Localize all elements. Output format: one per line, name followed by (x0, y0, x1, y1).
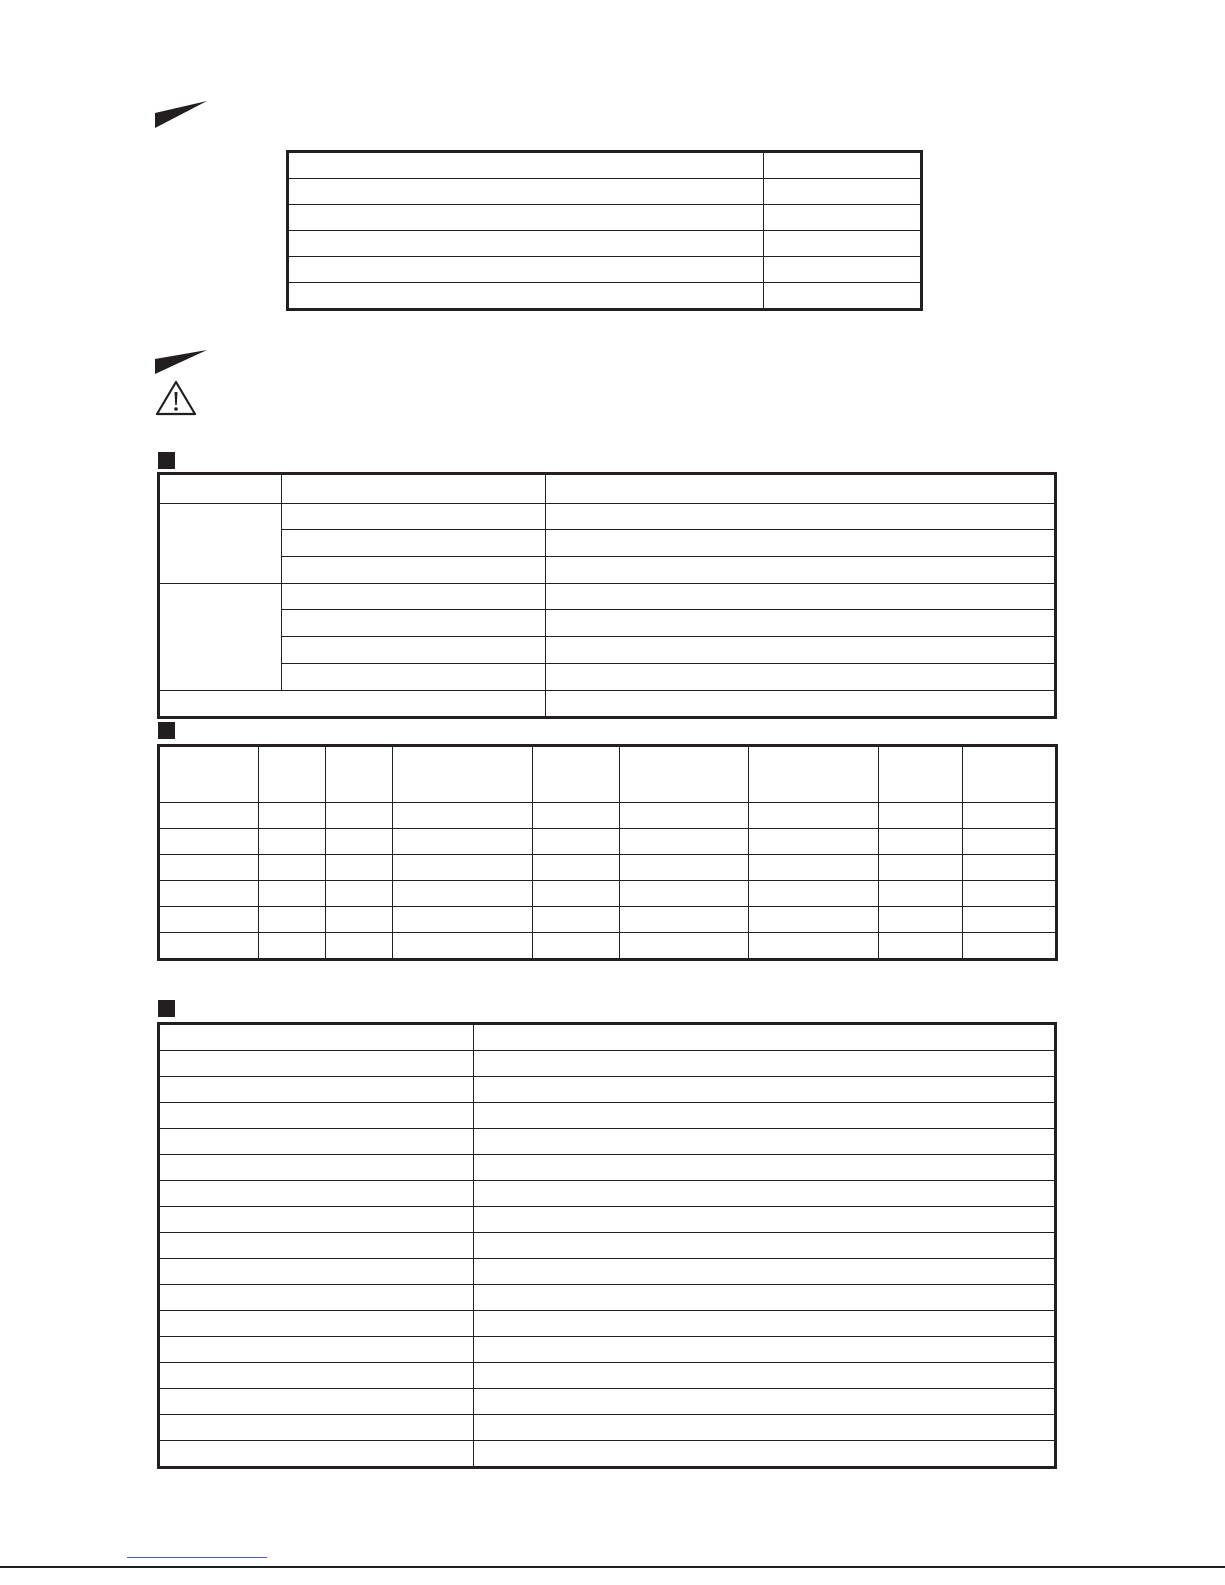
table-cell (533, 829, 620, 855)
table-header-row (160, 747, 1056, 803)
table-row (160, 1389, 1055, 1415)
table-cell (620, 881, 749, 907)
table-cell (963, 803, 1056, 829)
table-cell (963, 855, 1056, 881)
table-cell (160, 1259, 474, 1285)
table-cell (326, 933, 393, 959)
table-three (159, 746, 1056, 959)
table-cell (289, 153, 764, 179)
table-footer-row (160, 691, 1055, 717)
table-cell (160, 1207, 474, 1233)
table-row (160, 829, 1056, 855)
table-cell (620, 855, 749, 881)
table-cell (160, 1077, 474, 1103)
table-cell (474, 1311, 1055, 1337)
table-cell (474, 1285, 1055, 1311)
table-cell (282, 557, 546, 584)
table-cell (326, 881, 393, 907)
table-cell (533, 933, 620, 959)
table-cell (749, 803, 879, 829)
table-cell (546, 664, 1055, 691)
table-cell (749, 855, 879, 881)
table-cell (160, 1233, 474, 1259)
table-cell (879, 907, 963, 933)
table-cell (963, 933, 1056, 959)
page-bottom-rule (0, 1566, 1225, 1568)
table-cell (764, 153, 921, 179)
table-cell (749, 933, 879, 959)
table-row (160, 1129, 1055, 1155)
table-cell (160, 933, 259, 959)
table-cell (533, 881, 620, 907)
table-cell (289, 283, 764, 309)
table-cell (879, 881, 963, 907)
table-cell (620, 907, 749, 933)
section-marker-2 (155, 350, 207, 374)
table-header-cell (963, 747, 1056, 803)
table-cell (546, 637, 1055, 664)
table-cell (546, 504, 1055, 530)
table-row (160, 1311, 1055, 1337)
table-row (160, 933, 1056, 959)
table-cell (393, 803, 533, 829)
table-row (160, 1337, 1055, 1363)
table-four (159, 1024, 1055, 1467)
table-cell (546, 584, 1055, 610)
table-cell (326, 803, 393, 829)
table-row (160, 907, 1056, 933)
table-cell (160, 1129, 474, 1155)
table-row (160, 855, 1056, 881)
table-cell (282, 530, 546, 557)
table-header-cell (326, 747, 393, 803)
table-header-cell (282, 475, 546, 504)
table-row (160, 1181, 1055, 1207)
table-cell (546, 557, 1055, 584)
table-cell (160, 1363, 474, 1389)
table-row (160, 637, 1055, 664)
table-row (160, 1441, 1055, 1467)
table-cell (620, 803, 749, 829)
table-row (160, 1415, 1055, 1441)
table-row (160, 1207, 1055, 1233)
table-row (289, 153, 921, 179)
table-row (289, 257, 921, 283)
table-cell (749, 881, 879, 907)
table-header-cell (533, 747, 620, 803)
table-cell (393, 855, 533, 881)
table-row (289, 283, 921, 309)
table-cell (282, 504, 546, 530)
table-cell (160, 855, 259, 881)
table-cell (474, 1389, 1055, 1415)
table-cell (533, 907, 620, 933)
table-cell (259, 829, 326, 855)
table-cell (160, 1051, 474, 1077)
group-label-cell (160, 504, 282, 584)
table-row (289, 205, 921, 231)
table-cell (160, 829, 259, 855)
table-cell (289, 257, 764, 283)
footer-link-underline[interactable] (127, 1557, 267, 1558)
table-cell (474, 1129, 1055, 1155)
table-cell (764, 231, 921, 257)
table-cell (533, 855, 620, 881)
table-cell (620, 829, 749, 855)
table-cell (282, 584, 546, 610)
table-cell (764, 205, 921, 231)
table-cell (474, 1259, 1055, 1285)
table-row (289, 179, 921, 205)
table-cell (474, 1103, 1055, 1129)
table-cell (160, 691, 546, 717)
table-row (160, 1103, 1055, 1129)
table-row (160, 1233, 1055, 1259)
subsection-marker (158, 722, 175, 739)
table-cell (160, 803, 259, 829)
table-row (160, 803, 1056, 829)
table-row (160, 1077, 1055, 1103)
table-row (160, 504, 1055, 530)
subsection-marker (158, 1000, 175, 1017)
table-row (160, 1285, 1055, 1311)
table-cell (160, 1103, 474, 1129)
table-cell (160, 1181, 474, 1207)
table-cell (963, 907, 1056, 933)
table-row (160, 881, 1056, 907)
table-cell (259, 881, 326, 907)
table-cell (160, 907, 259, 933)
table-row (160, 1259, 1055, 1285)
table-cell (474, 1077, 1055, 1103)
table-header-cell (620, 747, 749, 803)
table-cell (474, 1363, 1055, 1389)
table-header-cell (259, 747, 326, 803)
table-cell (259, 855, 326, 881)
table-header-cell (879, 747, 963, 803)
warning-triangle-icon (155, 379, 197, 417)
table-cell (546, 610, 1055, 637)
table-row (160, 610, 1055, 637)
table-cell (326, 907, 393, 933)
table-row (160, 530, 1055, 557)
table-cell (474, 1337, 1055, 1363)
table-cell (289, 179, 764, 205)
table-cell (326, 829, 393, 855)
table-cell (474, 1025, 1055, 1051)
table-cell (546, 530, 1055, 557)
table-one (288, 152, 921, 309)
table-cell (160, 1441, 474, 1467)
table-cell (160, 1025, 474, 1051)
table-cell (879, 933, 963, 959)
table-cell (160, 1415, 474, 1441)
table-cell (963, 881, 1056, 907)
table-header-cell (393, 747, 533, 803)
table-cell (289, 205, 764, 231)
table-row (160, 1155, 1055, 1181)
subsection-marker (158, 452, 175, 469)
table-cell (474, 1415, 1055, 1441)
table-cell (963, 829, 1056, 855)
table-two (159, 474, 1055, 717)
table-cell (160, 1155, 474, 1181)
table-header-cell (160, 747, 259, 803)
table-cell (620, 933, 749, 959)
table-header-cell (160, 475, 282, 504)
table-cell (282, 664, 546, 691)
table-cell (160, 1389, 474, 1415)
table-cell (259, 907, 326, 933)
table-cell (474, 1181, 1055, 1207)
table-cell (764, 257, 921, 283)
table-cell (393, 907, 533, 933)
table-row (160, 584, 1055, 610)
table-cell (282, 610, 546, 637)
table-cell (764, 283, 921, 309)
table-cell (546, 691, 1055, 717)
table-row (160, 1025, 1055, 1051)
table-row (160, 1363, 1055, 1389)
table-row (289, 231, 921, 257)
table-cell (289, 231, 764, 257)
table-row (160, 557, 1055, 584)
table-cell (326, 855, 393, 881)
table-cell (749, 907, 879, 933)
table-cell (474, 1051, 1055, 1077)
table-cell (474, 1441, 1055, 1467)
table-header-row (160, 475, 1055, 504)
section-marker-1 (155, 101, 207, 128)
table-row (160, 1051, 1055, 1077)
table-cell (160, 1311, 474, 1337)
table-cell (474, 1233, 1055, 1259)
table-cell (282, 637, 546, 664)
table-cell (259, 803, 326, 829)
table-cell (160, 881, 259, 907)
table-cell (474, 1155, 1055, 1181)
table-row (160, 664, 1055, 691)
table-cell (393, 933, 533, 959)
table-cell (879, 855, 963, 881)
table-cell (160, 1285, 474, 1311)
group-label-cell (160, 584, 282, 691)
table-cell (764, 179, 921, 205)
table-cell (879, 829, 963, 855)
table-cell (393, 881, 533, 907)
table-cell (879, 803, 963, 829)
table-cell (160, 1337, 474, 1363)
table-cell (393, 829, 533, 855)
table-cell (749, 829, 879, 855)
table-header-cell (749, 747, 879, 803)
table-cell (259, 933, 326, 959)
table-cell (474, 1207, 1055, 1233)
table-header-cell (546, 475, 1055, 504)
table-cell (533, 803, 620, 829)
